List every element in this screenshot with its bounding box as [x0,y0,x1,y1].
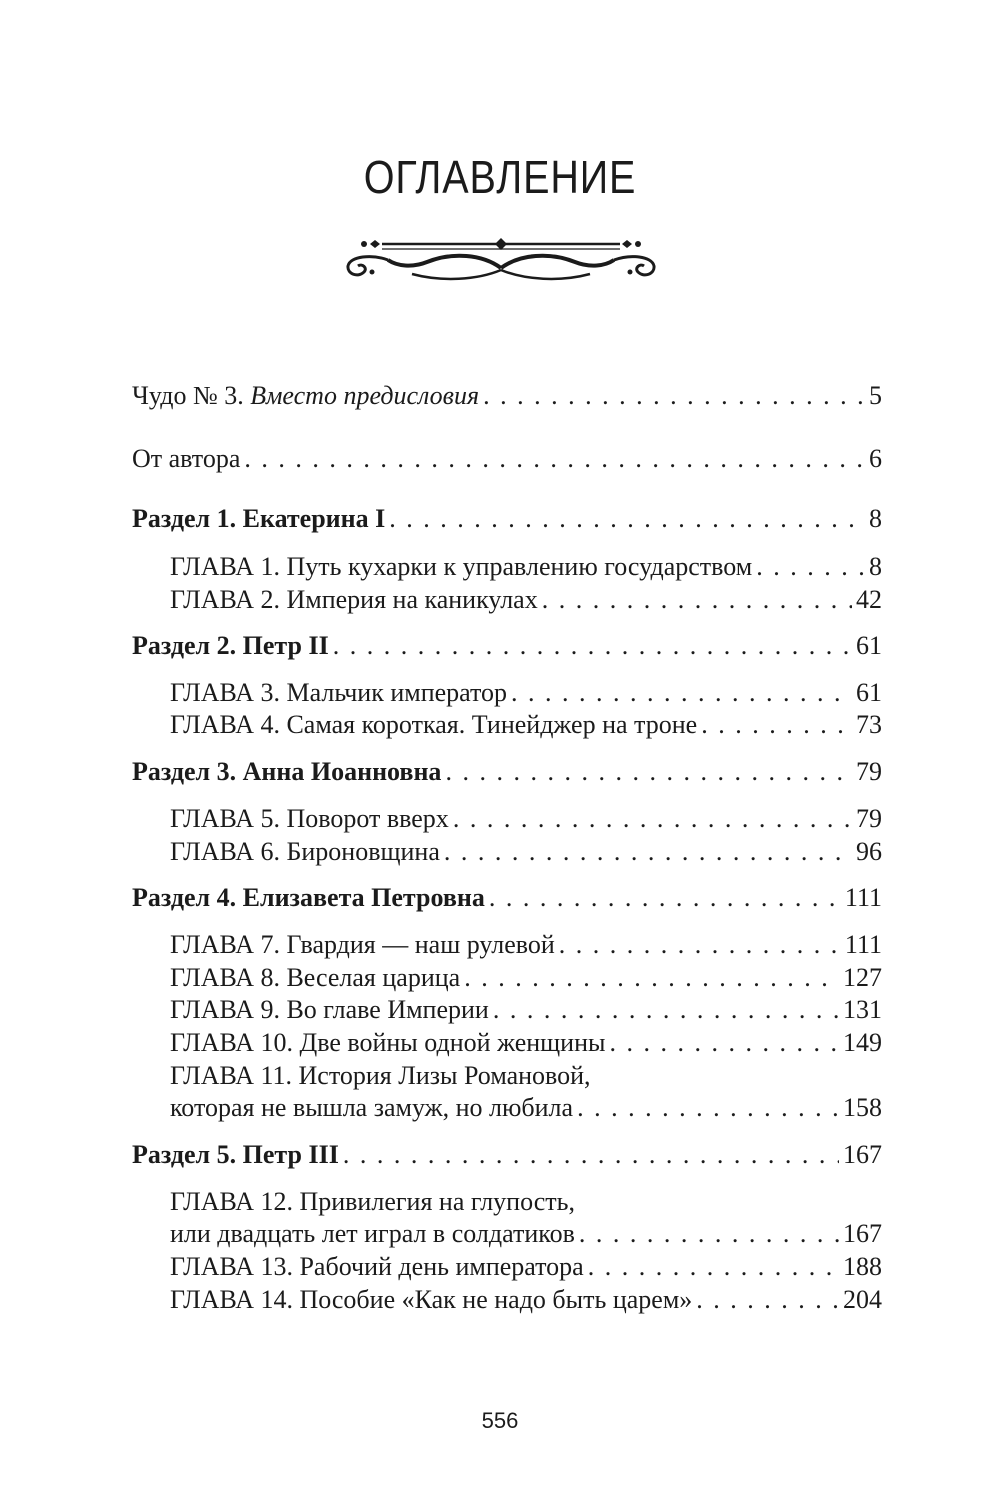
dot-leader [609,1027,839,1059]
toc-entry-label: Раздел 1. Екатерина I [132,504,386,533]
toc-entry-label: Раздел 3. Анна Иоанновна [132,757,442,786]
toc-page-number: 167 [843,1140,882,1169]
toc-entry-label: ГЛАВА 1. Путь кухарки к управлению государством [170,552,753,581]
page-title: ОГЛАВЛЕНИЕ [363,151,637,203]
toc-entry-label: ГЛАВА 14. Пособие «Как не надо быть царем» [170,1285,693,1314]
toc-page-number: 167 [843,1219,882,1248]
toc-entry-preface[interactable] [132,380,882,412]
page-number: 556 [481,1408,519,1433]
toc-entry-chapter-11-line1[interactable]: ГЛАВА 11. История Лизы Романовой, [170,1061,591,1090]
toc-entry-label: ГЛАВА 9. Во главе Империи [170,995,489,1024]
toc-entry-part-5[interactable] [132,1139,882,1171]
toc-page-number: 204 [843,1285,882,1314]
toc-page-number: 158 [843,1093,882,1122]
toc-entry-label: ГЛАВА 8. Веселая царица [170,963,461,992]
dot-leader [489,882,841,914]
toc-page-number: 73 [856,710,882,739]
toc-entry-italic: Вместо предисловия [250,381,480,410]
dot-leader [579,1218,839,1250]
toc-entry-label: ГЛАВА 2. Империя на каникулах [170,585,538,614]
dot-leader [577,1092,839,1124]
toc-entry-label: или двадцать лет играл в солдатиков [170,1219,575,1248]
dot-leader [542,584,852,616]
toc-entry-chapter-11[interactable] [170,1092,882,1124]
toc-entry-label: ГЛАВА 3. Мальчик император [170,678,508,707]
toc-entry-part-2[interactable] [132,630,882,662]
toc-page-number: 79 [856,757,882,786]
dot-leader [493,994,839,1026]
toc-page-number: 8 [869,504,882,533]
toc-entry-chapter-8[interactable] [170,962,882,994]
dot-leader [389,503,865,535]
toc-page-number: 127 [843,963,882,992]
toc-entry-chapter-10[interactable] [170,1027,882,1059]
toc-entry-chapter-5[interactable] [170,803,882,835]
flourish-divider-icon [342,232,660,290]
toc-page-number: 61 [856,678,882,707]
dot-leader [445,756,852,788]
toc-page-number: 131 [843,995,882,1024]
toc-entry-label: ГЛАВА 4. Самая короткая. Тинейджер на троне [170,710,698,739]
toc-page-number: 5 [869,381,882,410]
toc-entry-part-1[interactable] [132,503,882,535]
toc-entry-chapter-13[interactable] [170,1251,882,1283]
toc-entry-chapter-12[interactable] [170,1218,882,1250]
toc-page-number: 79 [856,804,882,833]
dot-leader [343,1139,839,1171]
toc-entry-label: ГЛАВА 6. Бироновщина [170,837,440,866]
toc-entry-label: От автора [132,444,241,473]
toc-entry-label: ГЛАВА 10. Две войны одной женщины [170,1028,606,1057]
toc-entry-chapter-3[interactable] [170,677,882,709]
dot-leader [511,677,852,709]
toc-page-number: 188 [843,1252,882,1281]
dot-leader [333,630,852,662]
dot-leader [464,962,839,994]
toc-entry-label: Раздел 4. Елизавета Петровна [132,883,485,912]
toc-entry-part-3[interactable] [132,756,882,788]
toc-entry-chapter-14[interactable] [170,1284,882,1316]
dot-leader [588,1251,839,1283]
toc-entry-chapter-6[interactable] [170,836,882,868]
toc-page-number: 111 [844,930,882,959]
toc-entry-label: Чудо № 3. [132,381,251,410]
toc-entry-label: ГЛАВА 5. Поворот вверх [170,804,449,833]
toc-entry-chapter-1[interactable] [170,551,882,583]
dot-leader [444,836,852,868]
dot-leader [701,709,852,741]
toc-entry-label: ГЛАВА 13. Рабочий день императора [170,1252,584,1281]
toc-entry-chapter-7[interactable] [170,929,882,961]
toc-entry-author[interactable] [132,443,882,475]
toc-page-number: 42 [856,585,882,614]
dot-leader [483,380,865,412]
dot-leader [559,929,841,961]
toc-page-number: 8 [869,552,882,581]
toc-entry-part-4[interactable] [132,882,882,914]
toc-page-number: 6 [869,444,882,473]
toc-entry-label: которая не вышла замуж, но любила [170,1093,574,1122]
toc-entry-chapter-4[interactable] [170,709,882,741]
toc-entry-label: ГЛАВА 7. Гвардия — наш рулевой [170,930,555,959]
toc-page-number: 61 [856,631,882,660]
toc-page-number: 111 [844,883,882,912]
toc-page-number: 96 [856,837,882,866]
toc-entry-label: Раздел 2. Петр II [132,631,329,660]
toc-entry-chapter-2[interactable] [170,584,882,616]
toc-page-number: 149 [843,1028,882,1057]
dot-leader [756,551,865,583]
toc-entry-chapter-12-line1[interactable]: ГЛАВА 12. Привилегия на глупость, [170,1187,575,1216]
dot-leader [244,443,865,475]
toc-entry-label: Раздел 5. Петр III [132,1140,339,1169]
toc-entry-chapter-9[interactable] [170,994,882,1026]
dot-leader [696,1284,839,1316]
dot-leader [453,803,852,835]
